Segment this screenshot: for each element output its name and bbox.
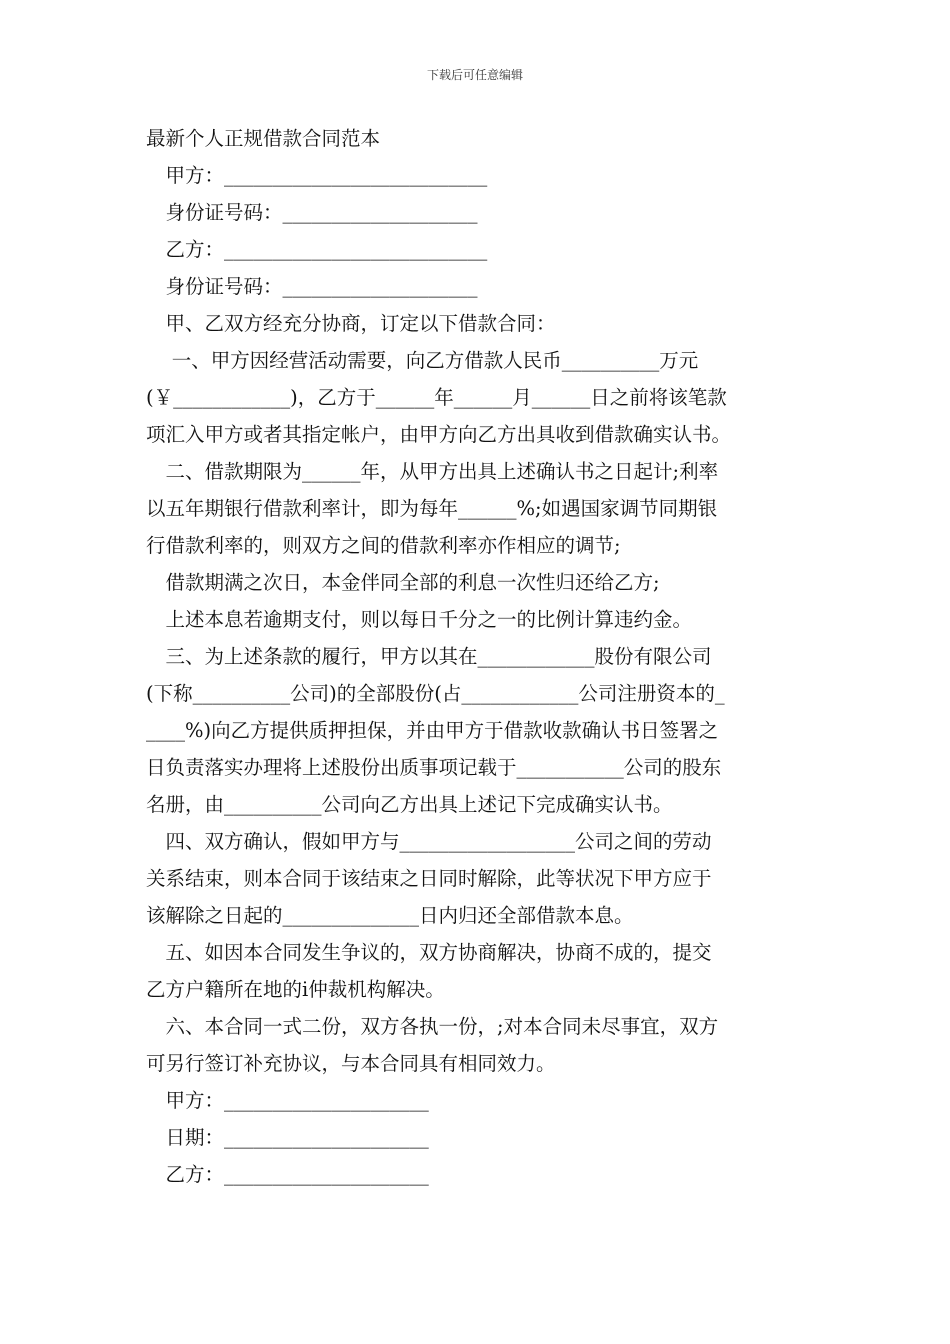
field-party-a: 甲方：___________________________ — [165, 164, 488, 187]
page-header: 下载后可任意编辑 — [426, 68, 523, 82]
paragraph-line: 日负责落实办理将上述股份出质事项记载于___________公司的股东 — [146, 756, 722, 779]
paragraph-line: 行借款利率的，则双方之间的借款利率亦作相应的调节; — [146, 534, 621, 557]
paragraph-line: 四、双方确认，假如甲方与__________________公司之间的劳动 — [146, 830, 712, 853]
paragraph-line: 甲、乙双方经充分协商，订定以下借款合同： — [146, 312, 556, 335]
paragraph-line: 关系结束，则本合同于该结束之日同时解除，此等状况下甲方应于 — [146, 867, 712, 890]
signature-date: 日期：_____________________ — [165, 1126, 429, 1149]
contract-body — [146, 120, 808, 1193]
paragraph-line: ____%)向乙方提供质押担保，并由甲方于借款收款确认书日签署之 — [146, 719, 719, 742]
paragraph-line: 项汇入甲方或者其指定帐户，由甲方向乙方出具收到借款确实认书。 — [146, 423, 732, 446]
paragraph-line: 以五年期银行借款利率计，即为每年______%;如遇国家调节同期银 — [146, 497, 718, 520]
signature-party-a: 甲方：_____________________ — [165, 1089, 429, 1112]
field-id-number-b: 身份证号码：____________________ — [165, 275, 478, 298]
paragraph-line: 六、本合同一式二份，双方各执一份，;对本合同未尽事宜，双方 — [146, 1015, 719, 1038]
paragraph-line: 名册，由__________公司向乙方出具上述记下完成确实认书。 — [146, 793, 673, 816]
paragraph-line: 上述本息若逾期支付，则以每日千分之一的比例计算违约金。 — [146, 608, 693, 631]
paragraph-line: 乙方户籍所在地的i仲裁机构解决。 — [146, 978, 445, 1001]
paragraph-line: (下称__________公司)的全部股份(占____________公司注册资本的_ — [146, 682, 725, 705]
paragraph-line: 可另行签订补充协议，与本合同具有相同效力。 — [146, 1052, 556, 1075]
paragraph-line: (￥____________)，乙方于______年______月______日之前将该笔款 — [146, 386, 727, 409]
paragraph-line: 三、为上述条款的履行，甲方以其在____________股份有限公司 — [146, 645, 712, 668]
paragraph-line: 五、如因本合同发生争议的，双方协商解决，协商不成的，提交 — [146, 941, 712, 964]
paragraph-line: 二、借款期限为______年，从甲方出具上述确认书之日起计;利率 — [146, 460, 719, 483]
paragraph-line: 该解除之日起的______________日内归还全部借款本息。 — [146, 904, 634, 927]
paragraph-line: 一、甲方因经营活动需要，向乙方借款人民币__________万元 — [146, 349, 699, 372]
signature-party-b: 乙方：_____________________ — [165, 1163, 429, 1186]
field-party-b: 乙方：___________________________ — [165, 238, 488, 261]
field-id-number-a: 身份证号码：____________________ — [165, 201, 478, 224]
paragraph-line: 借款期满之次日，本金伴同全部的利息一次性归还给乙方; — [146, 571, 660, 594]
document-title: 最新个人正规借款合同范本 — [146, 127, 381, 150]
